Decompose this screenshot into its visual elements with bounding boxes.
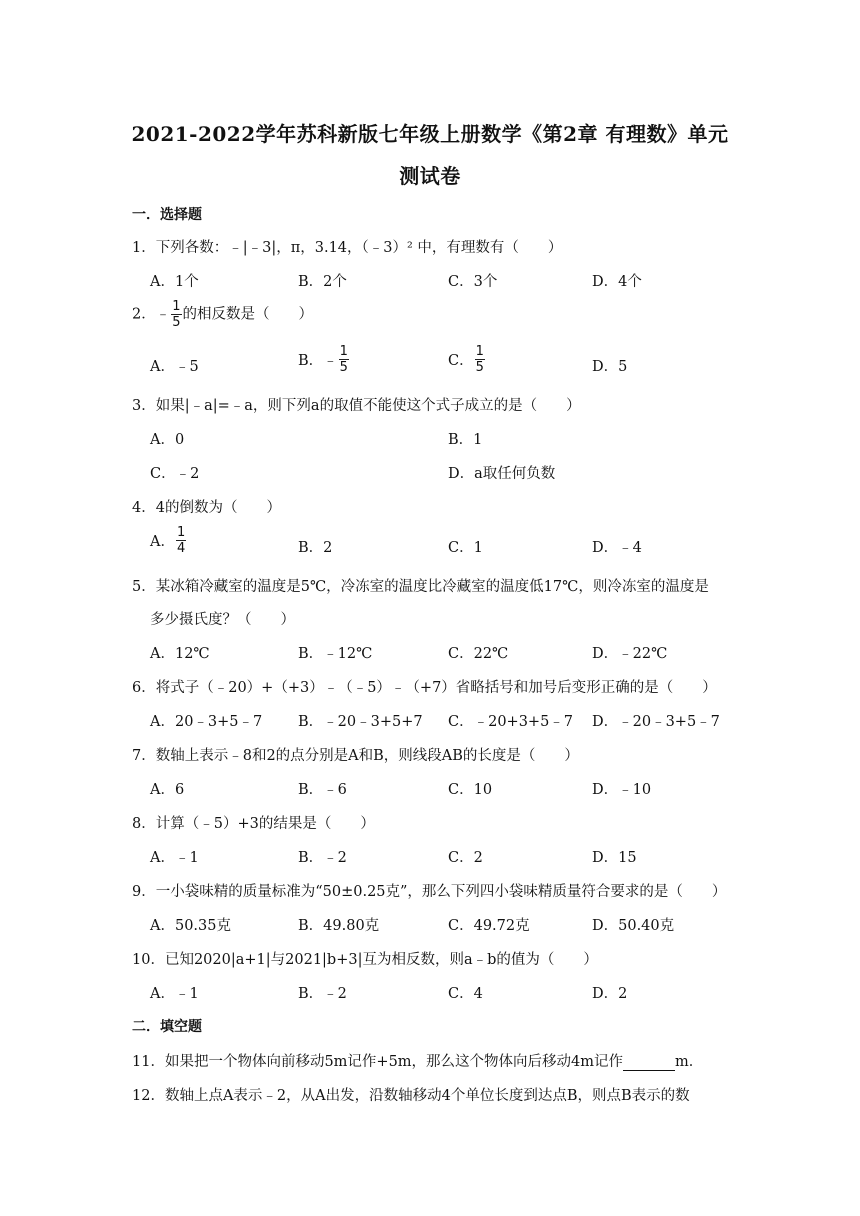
option-c: C．1 [448, 540, 483, 556]
question-4: 4．4的倒数为（ ） [132, 500, 281, 516]
option-c: C．22℃ [448, 646, 509, 662]
option-b: B．1 [448, 432, 483, 448]
fraction: $\frac{1}{5}$ [172, 299, 181, 330]
option-c: C．4 [448, 986, 483, 1002]
option-a: A．﹣5 [150, 359, 199, 375]
option-d: D．50.40克 [592, 918, 675, 934]
option-b: B．﹣2 [298, 850, 347, 866]
option-a: A．1个 [150, 274, 199, 290]
option-d: D．﹣22℃ [592, 646, 668, 662]
question-12: 12．数轴上点A表示﹣2，从A出发，沿数轴移动4个单位长度到达点B，则点B表示的数 [132, 1088, 690, 1104]
question-10: 10．已知2020|a+1|与2021|b+3|互为相反数，则a﹣b的值为（ ） [132, 952, 598, 968]
title-line-1: 2021-2022学年苏科新版七年级上册数学《第2章 有理数》单元 [131, 122, 729, 146]
question-2-prefix: 2．﹣ [132, 306, 171, 323]
question-6: 6．将式子（﹣20）+（+3）﹣（﹣5）﹣（+7）省略括号和加号后变形正确的是（ ） [132, 680, 717, 696]
option-d: D．﹣4 [592, 540, 642, 556]
option-c: C．﹣2 [150, 466, 200, 482]
question-9: 9．一小袋味精的质量标准为“50±0.25克”，那么下列四小袋味精质量符合要求的是（ ） [132, 884, 727, 900]
option-c: C．49.72克 [448, 918, 530, 934]
option-d: D．﹣10 [592, 782, 652, 798]
option-c: C．﹣20+3+5﹣7 [448, 714, 574, 730]
answer-blank[interactable] [623, 1056, 675, 1071]
option-d: D．15 [592, 850, 637, 866]
option-a: A．6 [150, 782, 185, 798]
question-8: 8．计算（﹣5）+3的结果是（ ） [132, 816, 375, 832]
option-c: C．3个 [448, 274, 498, 290]
option-d: D．4个 [592, 274, 642, 290]
title-line-2: 测试卷 [399, 164, 461, 188]
section-heading-fill: 二．填空题 [132, 1019, 202, 1035]
option-b: B．﹣2 [298, 986, 347, 1002]
option-b: B．2 [298, 540, 333, 556]
option-d: D．a取任何负数 [448, 466, 556, 482]
question-5-continued: 多少摄氏度？（ ） [150, 612, 295, 628]
option-a: A．﹣1 [150, 986, 199, 1002]
option-a: A．0 [150, 432, 185, 448]
option-d: D．﹣20﹣3+5﹣7 [592, 714, 720, 730]
option-b: B．﹣12℃ [298, 646, 373, 662]
option-a: A．20﹣3+5﹣7 [150, 714, 263, 730]
question-11: 11．如果把一个物体向前移动5m记作+5m，那么这个物体向后移动4m记作 m． [132, 1054, 704, 1070]
option-d: D．2 [592, 986, 628, 1002]
question-1: 1．下列各数：﹣|﹣3|，π，3.14，（﹣3）² 中，有理数有（ ） [132, 240, 563, 256]
question-7: 7．数轴上表示﹣8和2的点分别是A和B，则线段AB的长度是（ ） [132, 748, 579, 764]
option-b: B．﹣ $\frac{1}{5}$ [298, 344, 348, 375]
option-c: C． $\frac{1}{5}$ [448, 344, 484, 375]
option-a: A．﹣1 [150, 850, 199, 866]
option-a: A． $\frac{1}{4}$ [150, 525, 186, 556]
option-b: B．﹣20﹣3+5+7 [298, 714, 423, 730]
section-heading-choice: 一．选择题 [132, 207, 202, 223]
question-5: 5．某冰箱冷藏室的温度是5℃，冷冻室的温度比冷藏室的温度低17℃，则冷冻室的温度是 [132, 579, 709, 595]
option-d: D．5 [592, 359, 628, 375]
option-b: B．2个 [298, 274, 347, 290]
option-c: C．2 [448, 850, 483, 866]
option-a: A．12℃ [150, 646, 210, 662]
question-2-suffix: 的相反数是（ ） [182, 306, 314, 323]
option-b: B．49.80克 [298, 918, 380, 934]
option-b: B．﹣6 [298, 782, 347, 798]
option-a: A．50.35克 [150, 918, 231, 934]
question-2 [132, 300, 313, 329]
question-3: 3．如果|﹣a|=﹣a，则下列a的取值不能使这个式子成立的是（ ） [132, 398, 581, 414]
option-c: C．10 [448, 782, 493, 798]
